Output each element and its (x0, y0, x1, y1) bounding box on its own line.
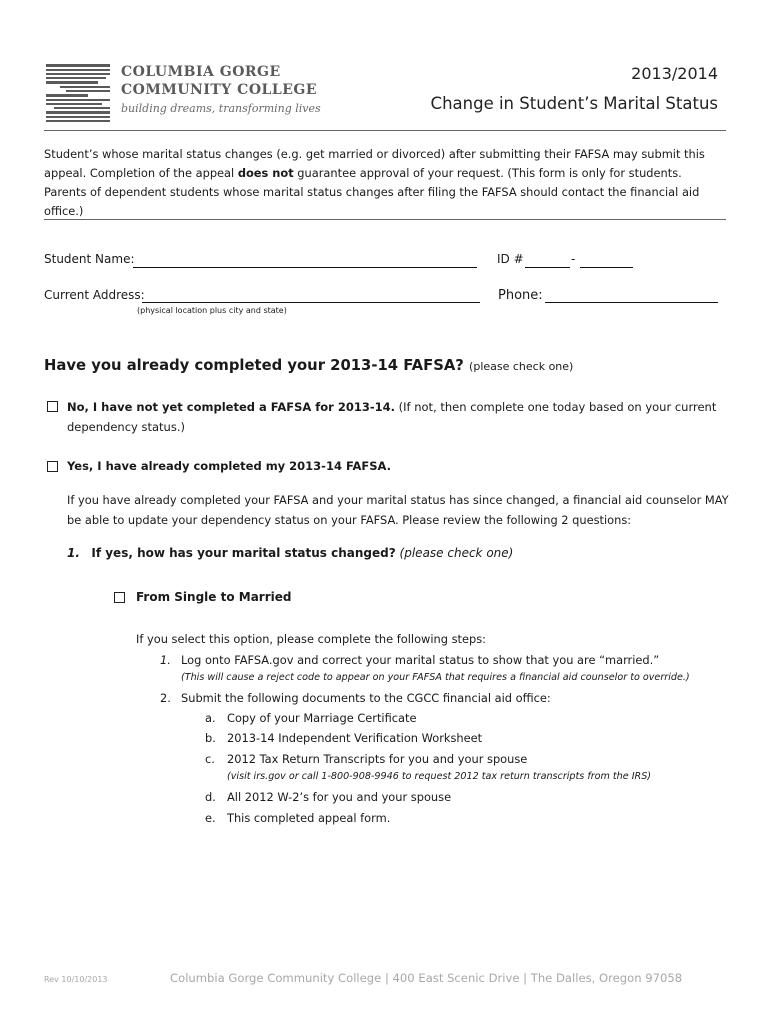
yes-text-line1: If you have already completed your FAFSA and your marital status has since changed, a financial aid counselor MAY (67, 493, 729, 507)
single-to-married-label: From Single to Married (136, 590, 292, 604)
intro-divider (44, 219, 726, 220)
form-year: 2013/2014 (631, 64, 718, 83)
fafsa-question-text: Have you already completed your 2013-14 FAFSA? (44, 357, 464, 374)
item-d-text: All 2012 W-2’s for you and your spouse (227, 790, 452, 804)
item-b-text: 2013-14 Independent Verification Worksheet (227, 731, 483, 745)
item-c-letter: c. (205, 752, 215, 766)
intro-text-1: Student’s whose marital status changes (e.g. get married or divorced) after submitting their FAFSA may submit this appeal. Completion of the appeal (44, 147, 705, 180)
logo-name-line2: COMMUNITY COLLEGE (121, 82, 317, 98)
option-no-label: No, I have not yet completed a FAFSA for 2013-14. (67, 400, 395, 414)
fafsa-question-note: (please check one) (469, 360, 574, 373)
item-e-text: This completed appeal form. (227, 811, 391, 825)
step-2-number: 2. (160, 691, 171, 705)
option-no-rest: (If not, then complete one today based on your current (395, 400, 717, 414)
step-2-text: Submit the following documents to the CGCC financial aid office: (181, 691, 551, 705)
item-e-letter: e. (205, 811, 216, 825)
item-a-text: Copy of your Marriage Certificate (227, 711, 417, 725)
question-1-number: 1. (67, 546, 80, 560)
steps-intro: If you select this option, please complete the following steps: (136, 632, 486, 646)
logo-name-line1: COLUMBIA GORGE (121, 64, 281, 80)
option-yes-label: Yes, I have already completed my 2013-14 FAFSA. (67, 459, 392, 473)
item-a-letter: a. (205, 711, 216, 725)
step-1-note: (This will cause a reject code to appear on your FAFSA that requires a financial aid counselor to override.) (181, 672, 690, 683)
option-no-line2: dependency status.) (67, 420, 185, 434)
option-yes-checkbox[interactable] (47, 461, 58, 472)
step-1-number: 1. (160, 653, 171, 667)
footer-address: Columbia Gorge Community College | 400 East Scenic Drive | The Dalles, Oregon 97058 (170, 971, 683, 985)
college-logo-icon (46, 64, 110, 122)
yes-text-line2: be able to update your dependency status on your FAFSA. Please review the following 2 questions: (67, 513, 632, 527)
id-dash: - (571, 252, 576, 266)
id-label: ID # (497, 252, 524, 266)
option-no-checkbox[interactable] (47, 401, 58, 412)
item-d-letter: d. (205, 790, 216, 804)
item-c-text: 2012 Tax Return Transcripts for you and your spouse (227, 752, 528, 766)
single-to-married-checkbox[interactable] (114, 592, 125, 603)
fafsa-question (44, 357, 573, 374)
phone-field[interactable] (545, 302, 718, 303)
address-field[interactable] (142, 302, 480, 303)
logo-tagline: building dreams, transforming lives (121, 102, 321, 115)
address-label: Current Address: (44, 288, 145, 302)
id-field-part1[interactable] (525, 267, 570, 268)
student-name-label: Student Name: (44, 252, 135, 266)
item-c-note: (visit irs.gov or call 1-800-908-9946 to request 2012 tax return transcripts from the IRS) (227, 771, 652, 782)
intro-paragraph (44, 145, 724, 221)
question-1-note: (please check one) (399, 546, 514, 560)
form-title: Change in Student’s Marital Status (430, 94, 718, 113)
intro-bold: does not (237, 166, 294, 180)
student-name-field[interactable] (133, 267, 477, 268)
question-1-text: If yes, how has your marital status changed? (91, 546, 396, 560)
header-divider (44, 130, 726, 131)
step-1-text: Log onto FAFSA.gov and correct your marital status to show that you are “married.” (181, 653, 660, 667)
option-no (67, 397, 727, 417)
phone-label: Phone: (498, 288, 543, 303)
revision-date: Rev 10/10/2013 (44, 975, 108, 984)
id-field-part2[interactable] (580, 267, 633, 268)
question-1 (67, 543, 513, 563)
address-hint: (physical location plus city and state) (137, 306, 287, 315)
intro-text-2: guarantee approval of your request. (This form is only for students. Parents of dependent students whose marital status changes after filing the FAFSA should contact the financial aid office.) (44, 166, 700, 218)
item-b-letter: b. (205, 731, 216, 745)
